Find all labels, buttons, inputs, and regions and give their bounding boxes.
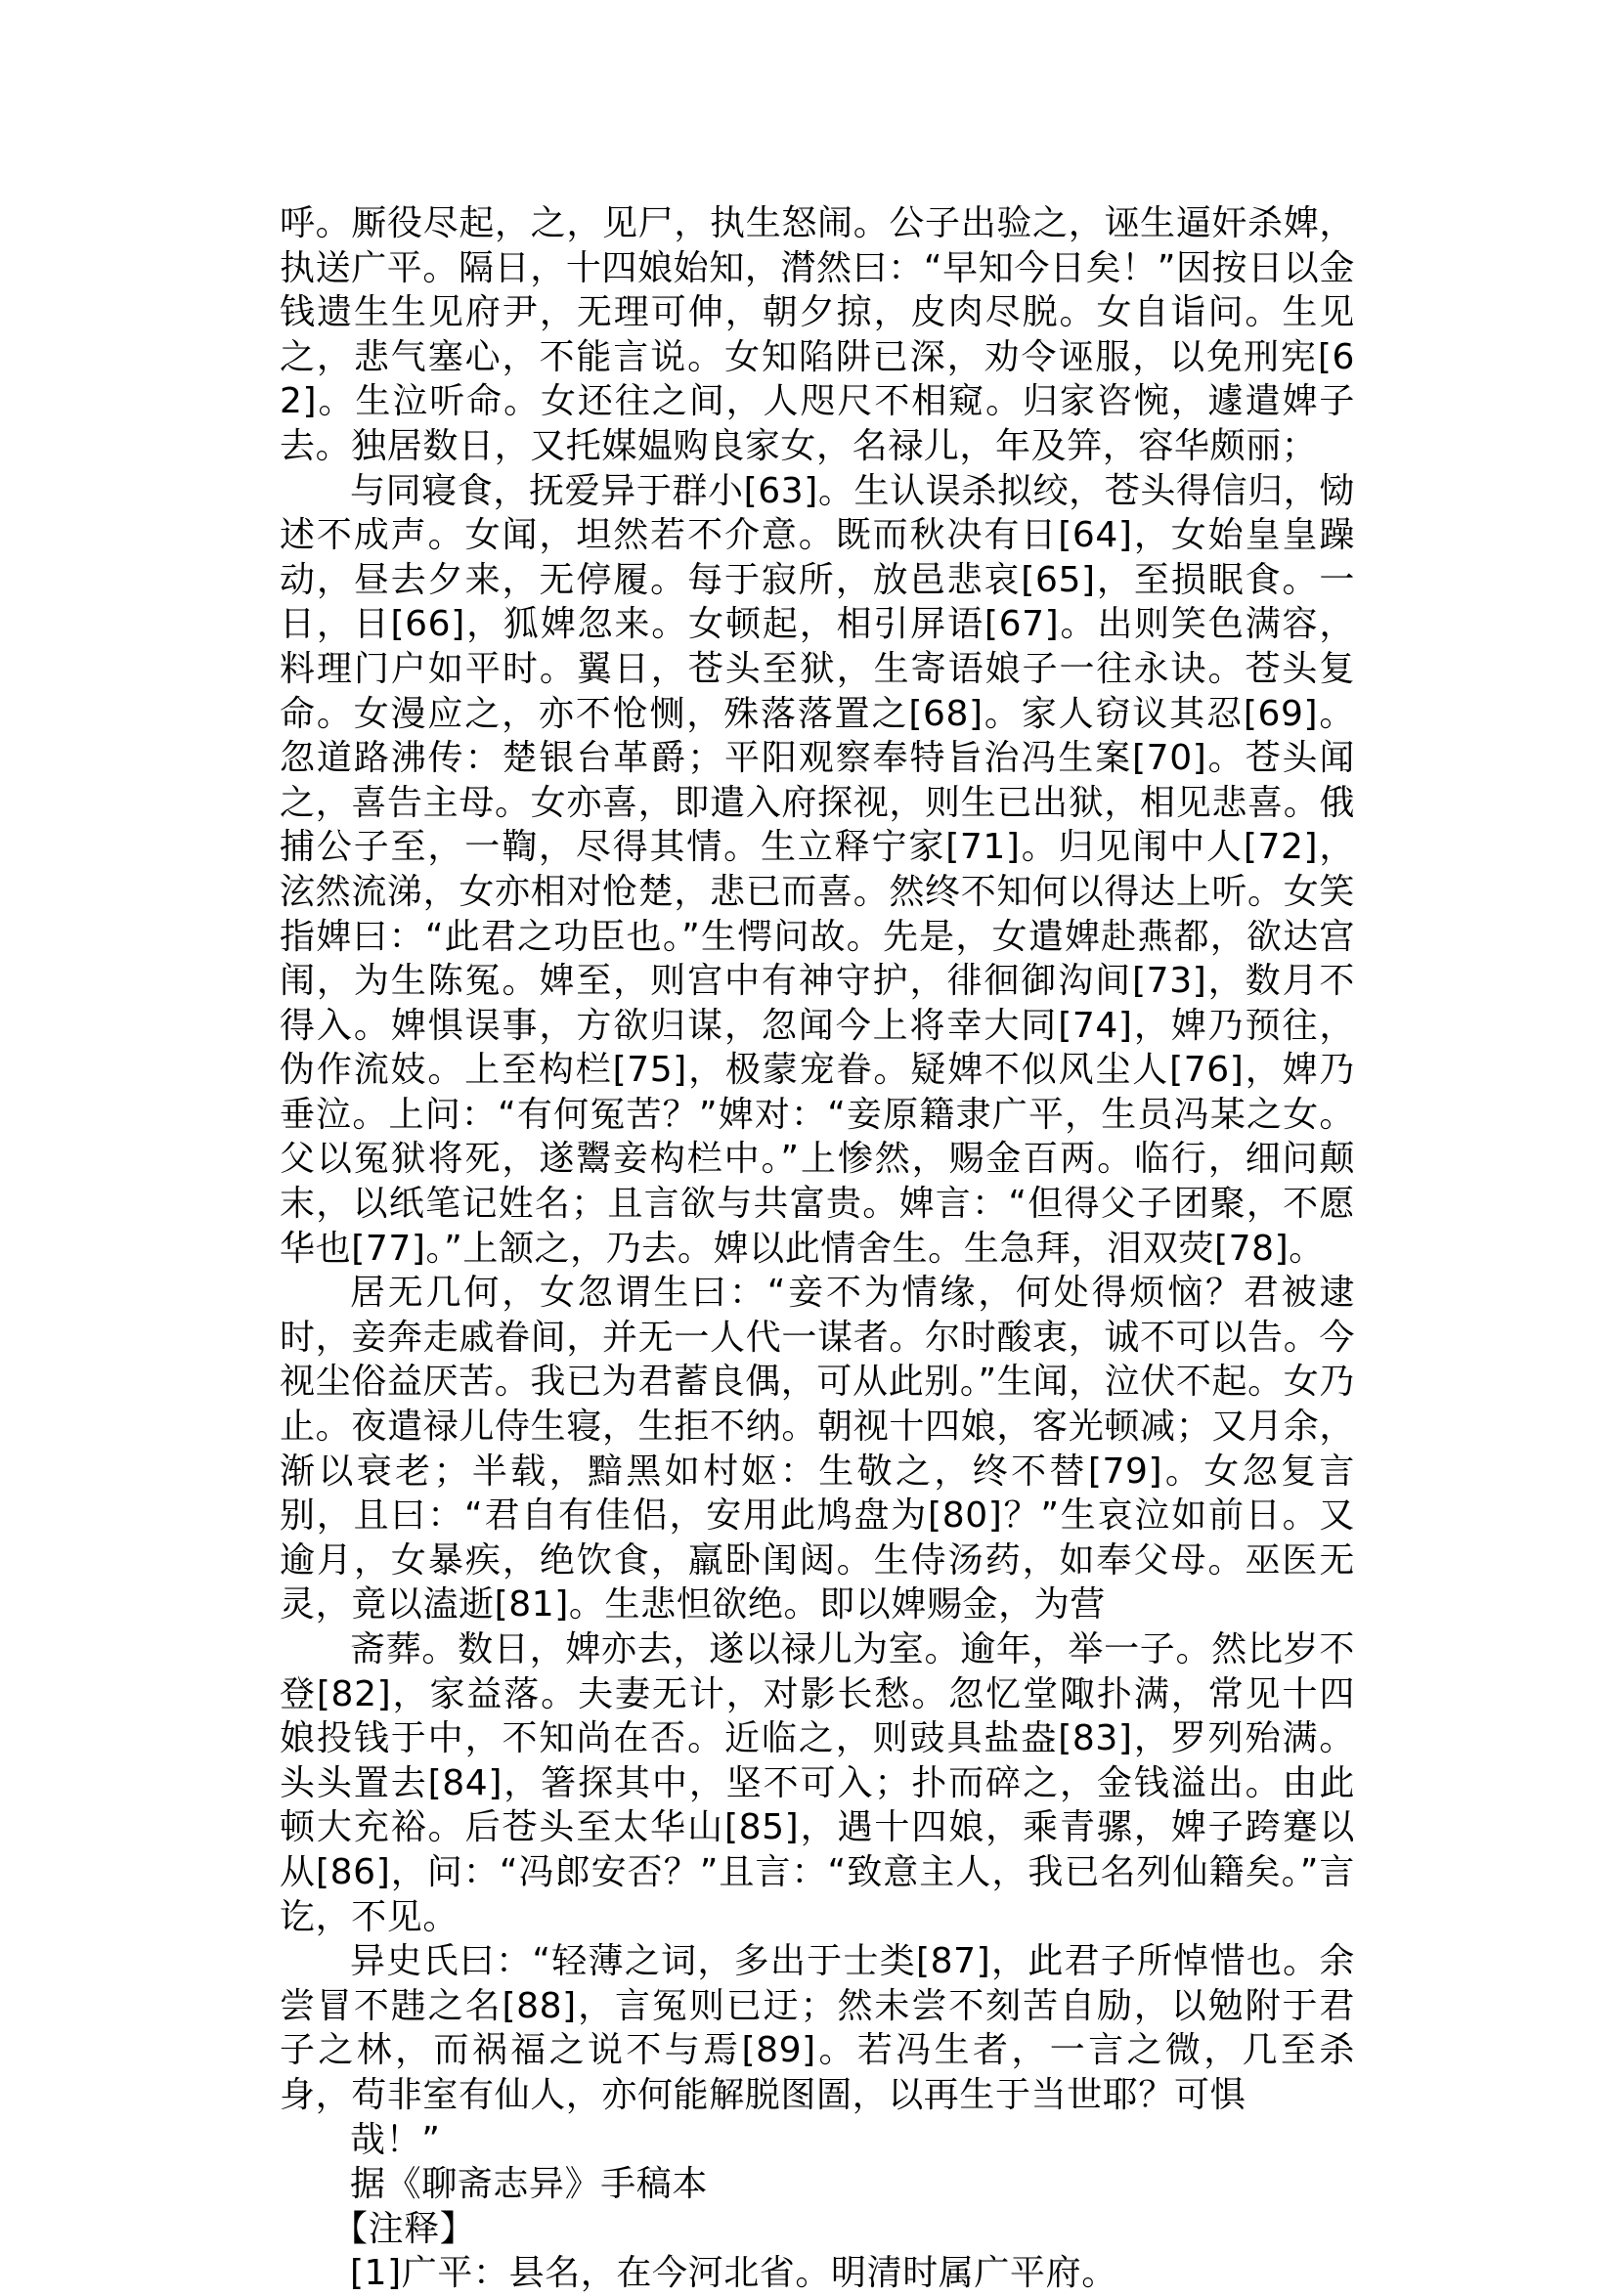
source-line: 据《聊斋志异》手稿本 (350, 2164, 709, 2205)
paragraph-3: 居无几何，女忽谓生曰：“妾不为情缘，何处得烦恼？君被逮时，妾奔走戚眷间，并无一人代一谋者。尔时酸衷，诚不可以告。今视尘俗益厌苦。我已为君蓄良偶，可从此别。”生闻，泣伏不起。女乃止。夜遣禄儿侍生寝，生拒不纳。朝视十四娘，客光顿减；又月余，渐以衰老；半载，黯黑如村妪：生敬之，终不替[79]。女忽复言别，且曰：“君自有佳侣，安用此鸠盘为[80]？”生哀泣如前日。又逾月，女暴疾，绝饮食，羸卧闺闼。生侍汤药，如奉父母。巫医无灵，竟以溘逝[81]。生悲怛欲绝。即以婢赐金，为营 (280, 1273, 1355, 1625)
paragraph-4: 斋葬。数日，婢亦去，遂以禄儿为室。逾年，举一子。然比岁不登[82]，家益落。夫妻无计，对影长愁。忽忆堂陬扑满，常见十四娘投钱于中，不知尚在否。近临之，则豉具盐盎[83]，罗列殆满。头头置去[84]，箸探其中，坚不可入；扑而碎之，金钱溢出。由此顿大充裕。后苍头至太华山[85]，遇十四娘，乘青骡，婢子跨蹇以从[86]，问：“冯郎安否？”且言：“致意主人，我已名列仙籍矣。”言讫，不见。 (280, 1629, 1355, 1937)
notes-heading: 【注释】 (332, 2208, 476, 2249)
body-text (280, 201, 1355, 2296)
paragraph-5: 异史氏曰：“轻薄之词，多出于士类[87]，此君子所悼惜也。余尝冒不韪之名[88]，言冤则已迂；然未尝不刻苦自励，以勉附于君子之林，而祸福之说不与焉[89]。若冯生者，一言之微，几至杀身，苟非室有仙人，亦何能解脱图圄，以再生于当世耶？可惧 (280, 1941, 1355, 2115)
paragraph-1: 呼。厮役尽起，之，见尸，执生怒闹。公子出验之，诬生逼奸杀婢，执送广平。隔日，十四娘始知，潸然曰：“早知今日矣！”因按日以金钱遗生生见府尹，无理可伸，朝夕掠，皮肉尽脱。女自诣问。生见之，悲气塞心，不能言说。女知陷阱已深，劝令诬服，以免刑宪[62]。生泣听命。女还往之间，人咫尺不相窥。归家咨惋，遽遣婢子去。独居数日，又托媒媪购良家女，名禄儿，年及笄，容华颇丽； (280, 203, 1355, 466)
note-item-1: [1]广平：县名，在今河北省。明清时属广平府。 (350, 2253, 1117, 2294)
closing-line: 哉！” (350, 2119, 441, 2160)
paragraph-2: 与同寝食，抚爱异于群小[63]。生认误杀拟绞，苍头得信归，恸述不成声。女闻，坦然若不介意。既而秋决有日[64]，女始皇皇躁动，昼去夕来，无停履。每于寂所，放邑悲哀[65]，至损眠食。一日，日[66]，狐婢忽来。女顿起，相引屏语[67]。出则笑色满容，料理门户如平时。翼日，苍头至狱，生寄语娘子一往永诀。苍头复命。女漫应之，亦不怆恻，殊落落置之[68]。家人窃议其忍[69]。忽道路沸传：楚银台革爵；平阳观察奉特旨治冯生案[70]。苍头闻之，喜告主母。女亦喜，即遣入府探视，则生已出狱，相见悲喜。俄捕公子至，一鞫，尽得其情。生立释宁家[71]。归见闱中人[72]，泫然流涕，女亦相对怆楚，悲已而喜。然终不知何以得达上听。女笑指婢曰：“此君之功臣也。”生愕问故。先是，女遣婢赴燕都，欲达宫闱，为生陈冤。婢至，则宫中有神守护，徘徊御沟间[73]，数月不得入。婢惧误事，方欲归谋，忽闻今上将幸大同[74]，婢乃预往，伪作流妓。上至构栏[75]，极蒙宠眷。疑婢不似风尘人[76]，婢乃垂泣。上问：“有何冤苦？”婢对：“妾原籍隶广平，生员冯某之女。父以冤狱将死，遂鬻妾构栏中。”上惨然，赐金百两。临行，细问颠末，以纸笔记姓名；且言欲与共富贵。婢言：“但得父子团聚，不愿华也[77]。”上颔之，乃去。婢以此情舍生。生急拜，泪双荧[78]。 (280, 470, 1355, 1269)
